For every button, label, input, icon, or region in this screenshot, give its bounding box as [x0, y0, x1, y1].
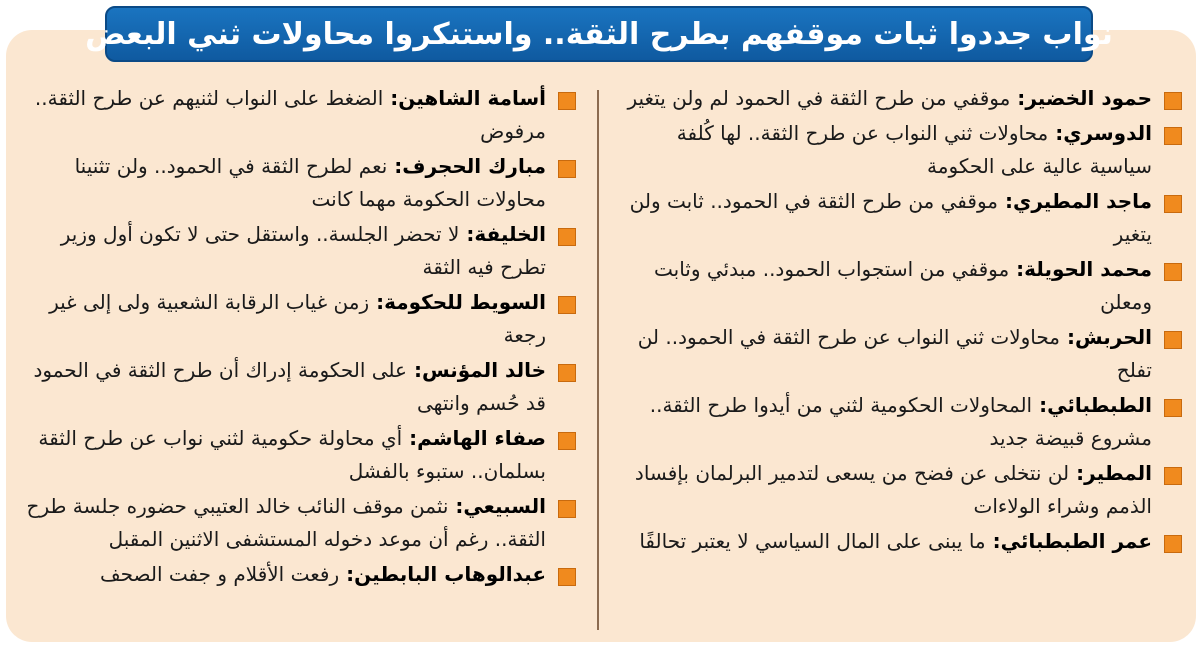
- quote-item: ماجد المطيري: موقفي من طرح الثقة في الحمود.. ثابت ولن يتغير: [612, 185, 1188, 251]
- quote-item: الدوسري: محاولات ثني النواب عن طرح الثقة.. لها كُلفة سياسية عالية على الحكومة: [612, 117, 1188, 183]
- quote-item: مبارك الحجرف: نعم لطرح الثقة في الحمود.. ولن تثنينا محاولات الحكومة مهما كانت: [14, 150, 582, 216]
- speaker-name: الخليفة: [474, 222, 546, 246]
- speaker-name: خالد المؤنس: [421, 358, 546, 382]
- quote-item: خالد المؤنس: على الحكومة إدراك أن طرح الثقة في الحمود قد حُسم وانتهى: [14, 354, 582, 420]
- quote-item: الحربش: محاولات ثني النواب عن طرح الثقة في الحمود.. لن تفلح: [612, 321, 1188, 387]
- speaker-name: مبارك الحجرف: [402, 154, 546, 178]
- quote-text: الضغط على النواب لثنيهم عن طرح الثقة.. مرفوض: [34, 86, 546, 143]
- orange-square-bullet-icon: [1164, 92, 1182, 110]
- quote-text: زمن غياب الرقابة الشعبية ولى إلى غير رجعة: [49, 290, 546, 347]
- quote-text: رفعت الأقلام و جفت الصحف: [99, 562, 340, 586]
- quote-item: السبيعي: نثمن موقف النائب خالد العتيبي حضوره جلسة طرح الثقة.. رغم أن موعد دخوله المستشفى الاثنين المقبل: [14, 490, 582, 556]
- orange-square-bullet-icon: [558, 92, 576, 110]
- column-divider: [597, 90, 599, 630]
- quote-item: السويط للحكومة: زمن غياب الرقابة الشعبية ولى إلى غير رجعة: [14, 286, 582, 352]
- quote-item: المطير: لن نتخلى عن فضح من يسعى لتدمير البرلمان بإفساد الذمم وشراء الولاءات: [612, 457, 1188, 523]
- orange-square-bullet-icon: [558, 568, 576, 586]
- left-quote-column: [14, 82, 582, 593]
- speaker-name: عمر الطبطبائي: [1000, 529, 1152, 553]
- orange-square-bullet-icon: [1164, 195, 1182, 213]
- quote-text: لا تحضر الجلسة.. واستقل حتى لا تكون أول وزير تطرح فيه الثقة: [60, 222, 546, 279]
- quote-text: لن نتخلى عن فضح من يسعى لتدمير البرلمان بإفساد الذمم وشراء الولاءات: [634, 461, 1152, 518]
- speaker-name: أسامة الشاهين: [398, 86, 546, 110]
- quote-text: المحاولات الحكومية لثني من أيدوا طرح الثقة.. مشروع قبيضة جديد: [649, 393, 1152, 450]
- quote-text: ما يبنى على المال السياسي لا يعتبر تحالفًا: [639, 529, 986, 553]
- quote-text: نثمن موقف النائب خالد العتيبي حضوره جلسة طرح الثقة.. رغم أن موعد دخوله المستشفى الاثنين المقبل: [26, 494, 546, 551]
- orange-square-bullet-icon: [1164, 535, 1182, 553]
- quote-item: الطبطبائي: المحاولات الحكومية لثني من أيدوا طرح الثقة.. مشروع قبيضة جديد: [612, 389, 1188, 455]
- orange-square-bullet-icon: [558, 160, 576, 178]
- quote-item: حمود الخضير: موقفي من طرح الثقة في الحمود لم ولن يتغير: [612, 82, 1188, 115]
- orange-square-bullet-icon: [1164, 331, 1182, 349]
- orange-square-bullet-icon: [558, 296, 576, 314]
- headline-text: نواب جددوا ثبات موقفهم بطرح الثقة.. واستنكروا محاولات ثني البعض: [85, 16, 1113, 52]
- quote-text: موقفي من استجواب الحمود.. مبدئي وثابت ومعلن: [654, 257, 1152, 314]
- speaker-name: الحربش: [1074, 325, 1152, 349]
- quote-item: أسامة الشاهين: الضغط على النواب لثنيهم عن طرح الثقة.. مرفوض: [14, 82, 582, 148]
- speaker-name: صفاء الهاشم: [417, 426, 546, 450]
- orange-square-bullet-icon: [558, 228, 576, 246]
- orange-square-bullet-icon: [1164, 399, 1182, 417]
- quote-text: موقفي من طرح الثقة في الحمود لم ولن يتغير: [627, 86, 1011, 110]
- orange-square-bullet-icon: [558, 432, 576, 450]
- quote-item: الخليفة: لا تحضر الجلسة.. واستقل حتى لا تكون أول وزير تطرح فيه الثقة: [14, 218, 582, 284]
- speaker-name: محمد الحويلة: [1024, 257, 1152, 281]
- orange-square-bullet-icon: [1164, 263, 1182, 281]
- quote-text: محاولات ثني النواب عن طرح الثقة.. لها كُلفة سياسية عالية على الحكومة: [676, 121, 1152, 178]
- speaker-name: ماجد المطيري: [1012, 189, 1152, 213]
- orange-square-bullet-icon: [558, 364, 576, 382]
- quote-text: أي محاولة حكومية لثني نواب عن طرح الثقة بسلمان.. ستبوء بالفشل: [38, 426, 546, 483]
- quote-item: محمد الحويلة: موقفي من استجواب الحمود.. مبدئي وثابت ومعلن: [612, 253, 1188, 319]
- orange-square-bullet-icon: [558, 500, 576, 518]
- speaker-name: عبدالوهاب البابطين: [354, 562, 546, 586]
- speaker-name: المطير: [1084, 461, 1152, 485]
- orange-square-bullet-icon: [1164, 127, 1182, 145]
- speaker-name: السبيعي: [463, 494, 546, 518]
- quote-item: عبدالوهاب البابطين: رفعت الأقلام و جفت الصحف: [14, 558, 582, 591]
- speaker-name: الدوسري: [1063, 121, 1152, 145]
- speaker-name: الطبطبائي: [1047, 393, 1152, 417]
- quote-text: نعم لطرح الثقة في الحمود.. ولن تثنينا محاولات الحكومة مهما كانت: [74, 154, 546, 211]
- quote-text: على الحكومة إدراك أن طرح الثقة في الحمود قد حُسم وانتهى: [33, 358, 546, 415]
- quote-item: عمر الطبطبائي: ما يبنى على المال السياسي لا يعتبر تحالفًا: [612, 525, 1188, 558]
- right-quote-column: [612, 82, 1188, 560]
- headline-banner: [85, 6, 1113, 62]
- quote-item: صفاء الهاشم: أي محاولة حكومية لثني نواب عن طرح الثقة بسلمان.. ستبوء بالفشل: [14, 422, 582, 488]
- speaker-name: حمود الخضير: [1025, 86, 1152, 110]
- quote-text: محاولات ثني النواب عن طرح الثقة في الحمود.. لن تفلح: [637, 325, 1152, 382]
- speaker-name: السويط للحكومة: [384, 290, 546, 314]
- quote-text: موقفي من طرح الثقة في الحمود.. ثابت ولن يتغير: [629, 189, 1152, 246]
- orange-square-bullet-icon: [1164, 467, 1182, 485]
